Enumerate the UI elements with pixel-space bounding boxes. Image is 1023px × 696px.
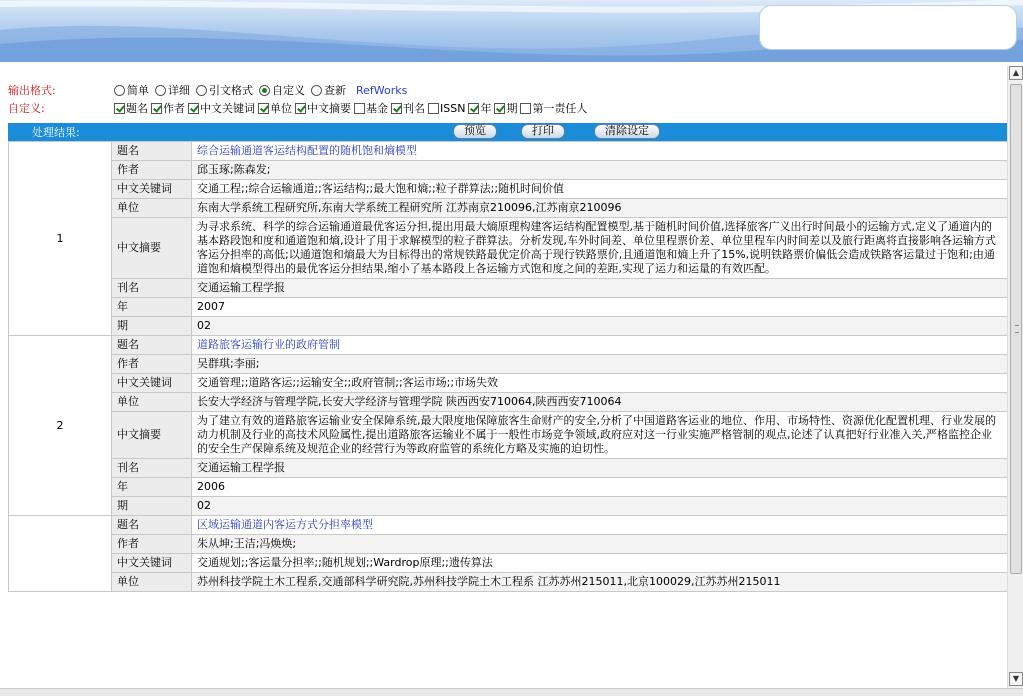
field-name-cell: 刊名 <box>112 279 192 298</box>
radio-icon[interactable] <box>259 85 270 96</box>
table-row <box>9 317 1008 336</box>
output-format-label: 输出格式: <box>8 84 56 97</box>
checkbox-icon[interactable] <box>354 103 365 114</box>
field-option[interactable] <box>258 100 292 116</box>
table-row <box>9 336 1008 355</box>
refworks-link[interactable]: RefWorks <box>356 83 408 97</box>
scrollbar-grip-icon <box>1015 325 1019 333</box>
field-option-label: 中文摘要 <box>307 102 351 115</box>
status-strip <box>0 688 1023 696</box>
field-name-cell: 单位 <box>112 393 192 412</box>
table-row <box>9 573 1008 592</box>
field-option-label: 中文关键词 <box>200 102 255 115</box>
field-name-cell: 作者 <box>112 535 192 554</box>
field-value-cell: 2006 <box>192 478 1008 497</box>
custom-field-options <box>114 100 590 116</box>
field-option[interactable] <box>391 100 425 116</box>
format-option[interactable] <box>259 82 305 98</box>
checkbox-icon[interactable] <box>468 103 479 114</box>
field-option-label: 基金 <box>366 102 388 115</box>
process-toolbar <box>8 123 1007 141</box>
checkbox-icon[interactable] <box>114 103 125 114</box>
field-option-label: 题名 <box>126 102 148 115</box>
field-value-cell: 交通规划;;客运量分担率;;随机规划;;Wardrop原理;;遗传算法 <box>192 554 1008 573</box>
table-row <box>9 412 1008 459</box>
format-option-label: 详细 <box>168 84 190 97</box>
table-row <box>9 478 1008 497</box>
table-row <box>9 298 1008 317</box>
scrollbar-thumb[interactable] <box>1010 84 1022 574</box>
field-option-label: ISSN <box>440 101 466 115</box>
custom-label: 自定义: <box>8 102 45 115</box>
field-value-cell: 交通管理;;道路客运;;运输安全;;政府管制;;客运市场;;市场失效 <box>192 374 1008 393</box>
results-panel <box>0 66 1007 688</box>
header-search-box[interactable] <box>759 5 1017 50</box>
title-link[interactable]: 道路旅客运输行业的政府管制 <box>192 336 1008 355</box>
checkbox-icon[interactable] <box>151 103 162 114</box>
field-option-label: 单位 <box>270 102 292 115</box>
table-row <box>9 516 1008 535</box>
field-option-label: 刊名 <box>403 102 425 115</box>
field-name-cell: 期 <box>112 497 192 516</box>
field-value-cell: 苏州科技学院土木工程系,交通部科学研究院,苏州科技学院土木工程系 江苏苏州215011,北京100029,江苏苏州215011 <box>192 573 1008 592</box>
record-index <box>9 516 112 592</box>
field-name-cell: 年 <box>112 478 192 497</box>
table-row <box>9 279 1008 298</box>
field-name-cell: 题名 <box>112 516 192 535</box>
scroll-up-arrow-icon[interactable]: ▲ <box>1009 66 1023 80</box>
field-value-cell: 02 <box>192 317 1008 336</box>
table-row <box>9 161 1008 180</box>
field-option[interactable] <box>494 100 517 116</box>
checkbox-icon[interactable] <box>258 103 269 114</box>
scroll-down-arrow-icon[interactable]: ▼ <box>1009 672 1023 686</box>
record-index: 1 <box>9 142 112 336</box>
table-row <box>9 180 1008 199</box>
preview-button[interactable]: 预览 <box>453 124 497 139</box>
field-name-cell: 中文摘要 <box>112 412 192 459</box>
field-value-cell: 交通工程;;综合运输通道;;客运结构;;最大饱和熵;;粒子群算法;;随机时间价值 <box>192 180 1008 199</box>
field-name-cell: 作者 <box>112 355 192 374</box>
field-option[interactable] <box>468 100 491 116</box>
checkbox-icon[interactable] <box>494 103 505 114</box>
field-value-cell: 邱玉琢;陈森发; <box>192 161 1008 180</box>
radio-icon[interactable] <box>155 85 166 96</box>
format-options <box>114 82 407 98</box>
radio-icon[interactable] <box>114 85 125 96</box>
field-name-cell: 中文关键词 <box>112 180 192 199</box>
table-row <box>9 374 1008 393</box>
field-name-cell: 中文关键词 <box>112 374 192 393</box>
field-value-cell: 为寻求系统、科学的综合运输通道最优客运分担,提出用最大熵原理构建客运结构配置模型,基于随机时间价值,选择旅客广义出行时间最小的运输方式,定义了通道内的基本路段饱和度和通道饱和熵,设计了用于求解模型的粒子群算法。分析发现,车外时间差、单位里程票价差、单位里程车内时间差以及旅行距离将直接影响各运输方式客运分担率的高低;以通道饱和熵最大为目标得出的常规铁路最优定价高于现行铁路票价,且通道饱和熵上升了15%,说明铁路票价偏低会造成铁路客运量过于饱和;由通道饱和熵模型得出的最优客运分担结果,缩小了基本路段上各运输方式饱和度之间的差距,实现了运力和运量的有效匹配。 <box>192 218 1008 279</box>
format-option-label: 自定义 <box>272 84 305 97</box>
field-option[interactable] <box>354 100 388 116</box>
field-option[interactable] <box>188 100 255 116</box>
format-option[interactable] <box>196 82 253 98</box>
field-name-cell: 中文摘要 <box>112 218 192 279</box>
field-option[interactable] <box>520 100 587 116</box>
field-name-cell: 中文关键词 <box>112 554 192 573</box>
table-row <box>9 218 1008 279</box>
title-link[interactable]: 综合运输通道客运结构配置的随机饱和熵模型 <box>192 142 1008 161</box>
checkbox-icon[interactable] <box>428 103 439 114</box>
field-value-cell: 交通运输工程学报 <box>192 279 1008 298</box>
format-option-label: 简单 <box>127 84 149 97</box>
results-table <box>8 141 1007 592</box>
field-name-cell: 年 <box>112 298 192 317</box>
format-option[interactable] <box>311 82 346 98</box>
field-option-label: 年 <box>480 102 492 115</box>
radio-icon[interactable] <box>311 85 322 96</box>
checkbox-icon[interactable] <box>188 103 199 114</box>
field-name-cell: 题名 <box>112 142 192 161</box>
field-name-cell: 期 <box>112 317 192 336</box>
field-name-cell: 单位 <box>112 573 192 592</box>
field-value-cell: 吴群琪;李丽; <box>192 355 1008 374</box>
checkbox-icon[interactable] <box>520 103 531 114</box>
clear-settings-button[interactable]: 清除设定 <box>594 124 660 139</box>
table-row <box>9 497 1008 516</box>
table-row <box>9 199 1008 218</box>
field-name-cell: 作者 <box>112 161 192 180</box>
format-option[interactable] <box>114 82 149 98</box>
format-option-label: 查新 <box>324 84 346 97</box>
field-value-cell: 长安大学经济与管理学院,长安大学经济与管理学院 陕西西安710064,陕西西安710064 <box>192 393 1008 412</box>
header-banner <box>0 0 1023 62</box>
field-option-label: 作者 <box>163 102 185 115</box>
format-option-label: 引文格式 <box>209 84 253 97</box>
field-option[interactable] <box>428 102 465 115</box>
field-option[interactable] <box>295 100 351 116</box>
process-result-label: 处理结果: <box>32 126 80 139</box>
table-row <box>9 355 1008 374</box>
field-value-cell: 2007 <box>192 298 1008 317</box>
field-value-cell: 02 <box>192 497 1008 516</box>
radio-icon[interactable] <box>196 85 207 96</box>
field-name-cell: 单位 <box>112 199 192 218</box>
table-row <box>9 142 1008 161</box>
field-option-label: 期 <box>506 102 518 115</box>
table-row <box>9 535 1008 554</box>
table-row <box>9 393 1008 412</box>
checkbox-icon[interactable] <box>295 103 306 114</box>
field-value-cell: 为了建立有效的道路旅客运输业安全保障系统,最大限度地保障旅客生命财产的安全,分析了中国道路客运业的地位、作用、市场特性、资源优化配置机理、行业发展的动力机制及行业的高技术风险属性,提出道路旅客运输业不属于一般性市场竞争领域,政府应对这一行业实施严格管制的观点,论述了认真把好行业准入关,严格监控企业的安全生产保障系统及规范企业的经营行为等政府监管的系统化方略及实施的迫切性。 <box>192 412 1008 459</box>
format-option[interactable] <box>155 82 190 98</box>
field-value-cell: 朱从坤;王洁;冯焕焕; <box>192 535 1008 554</box>
checkbox-icon[interactable] <box>391 103 402 114</box>
field-value-cell: 交通运输工程学报 <box>192 459 1008 478</box>
field-name-cell: 题名 <box>112 336 192 355</box>
field-value-cell: 东南大学系统工程研究所,东南大学系统工程研究所 江苏南京210096,江苏南京210096 <box>192 199 1008 218</box>
field-option[interactable] <box>114 100 148 116</box>
field-option-label: 第一责任人 <box>532 102 588 115</box>
title-link[interactable]: 区域运输通道内客运方式分担率模型 <box>192 516 1008 535</box>
table-row <box>9 554 1008 573</box>
record-index: 2 <box>9 336 112 516</box>
field-name-cell: 刊名 <box>112 459 192 478</box>
print-button[interactable]: 打印 <box>521 124 565 139</box>
table-row <box>9 459 1008 478</box>
field-option[interactable] <box>151 100 185 116</box>
vertical-scrollbar[interactable] <box>1007 66 1023 688</box>
